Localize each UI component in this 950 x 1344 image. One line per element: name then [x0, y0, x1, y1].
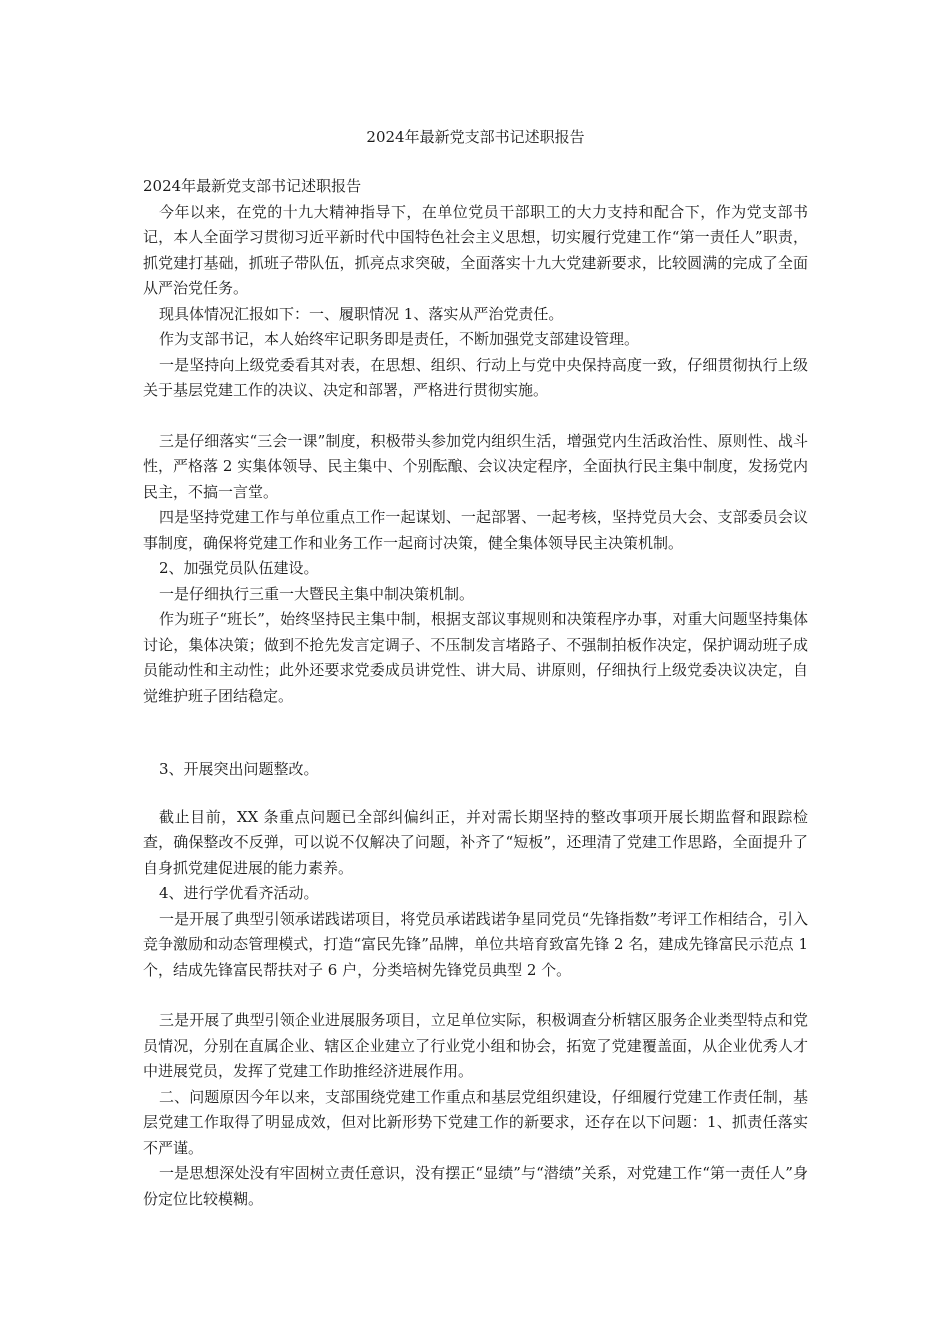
- paragraph: 今年以来，在党的十九大精神指导下，在单位党员干部职工的大力支持和配合下，作为党支部书记，本人全面学习贯彻习近平新时代中国特色社会主义思想，切实履行党建工作“第一责任人”职责，抓党建打基础，抓班子带队伍，抓亮点求突破，全面落实十九大党建新要求，比较圆满的完成了全面从严治党任务。: [143, 202, 808, 297]
- document-title: 2024年最新党支部书记述职报告: [366, 128, 585, 146]
- paragraph: 一是思想深处没有牢固树立责任意识，没有摆正“显绩”与“潜绩”关系，对党建工作“第一责任人”身份定位比较模糊。: [143, 1164, 808, 1208]
- paragraph: 2、加强党员队伍建设。: [159, 559, 319, 577]
- blank-line: [143, 783, 808, 805]
- document-body: [143, 174, 808, 1212]
- paragraph: 作为支部书记，本人始终牢记职务即是责任，不断加强党支部建设管理。: [159, 330, 640, 348]
- paragraph: 四是坚持党建工作与单位重点工作一起谋划、一起部署、一起考核，坚持党员大会、支部委员会议事制度，确保将党建工作和业务工作一起商讨决策，健全集体领导民主决策机制。: [143, 508, 808, 552]
- blank-line: [143, 709, 808, 757]
- paragraph: 3、开展突出问题整改。: [159, 760, 319, 778]
- paragraph: 一是开展了典型引领承诺践诺项目，将党员承诺践诺争星同党员“先锋指数”考评工作相结合，引入竞争激励和动态管理模式，打造“富民先锋”品牌，单位共培育致富先锋 2 名，建成先锋富民示范点 1 个，结成先锋富民帮扶对子 6 户，分类培树先锋党员典型 2 个。: [143, 909, 808, 979]
- paragraph: 三是开展了典型引领企业进展服务项目，立足单位实际，积极调查分析辖区服务企业类型特点和党员情况，分别在直属企业、辖区企业建立了行业党小组和协会，拓宽了党建覆盖面，从企业优秀人才中进展党员，发挥了党建工作助推经济进展作用。: [143, 1011, 808, 1080]
- section-heading: 2024年最新党支部书记述职报告: [143, 177, 362, 195]
- paragraph: 截止目前，XX 条重点问题已全部纠偏纠正，并对需长期坚持的整改事项开展长期监督和跟踪检查，确保整改不反弹，可以说不仅解决了问题，补齐了“短板”，还理清了党建工作思路，全面提升了自身抓党建促进展的能力素养。: [143, 807, 808, 877]
- paragraph: 作为班子“班长”，始终坚持民主集中制，根据支部议事规则和决策程序办事，对重大问题坚持集体讨论，集体决策；做到不抢先发言定调子、不压制发言堵路子、不强制拍板作决定，保护调动班子成员能动性和主动性；此外还要求党委成员讲党性、讲大局、讲原则，仔细执行上级党委决议决定，自觉维护班子团结稳定。: [143, 610, 808, 705]
- blank-line: [143, 983, 808, 1008]
- paragraph: 三是仔细落实“三会一课”制度，积极带头参加党内组织生活，增强党内生活政治性、原则性、战斗性，严格落 2 实集体领导、民主集中、个别酝酿、会议决定程序，全面执行民主集中制度，发扬党内民主，不搞一言堂。: [143, 431, 808, 501]
- paragraph: 4、进行学优看齐活动。: [159, 884, 319, 902]
- blank-line: [143, 404, 808, 429]
- paragraph: 一是坚持向上级党委看其对表，在思想、组织、行动上与党中央保持高度一致，仔细贯彻执行上级关于基层党建工作的决议、决定和部署，严格进行贯彻实施。: [143, 355, 808, 399]
- paragraph: 现具体情况汇报如下：一、履职情况 1、落实从严治党责任。: [159, 304, 564, 323]
- paragraph: 一是仔细执行三重一大暨民主集中制决策机制。: [159, 584, 475, 603]
- paragraph: 二、问题原因今年以来，支部围绕党建工作重点和基层党组织建设，仔细履行党建工作责任制，基层党建工作取得了明显成效，但对比新形势下党建工作的新要求，还存在以下问题：1、抓责任落实不严谨。: [143, 1087, 808, 1157]
